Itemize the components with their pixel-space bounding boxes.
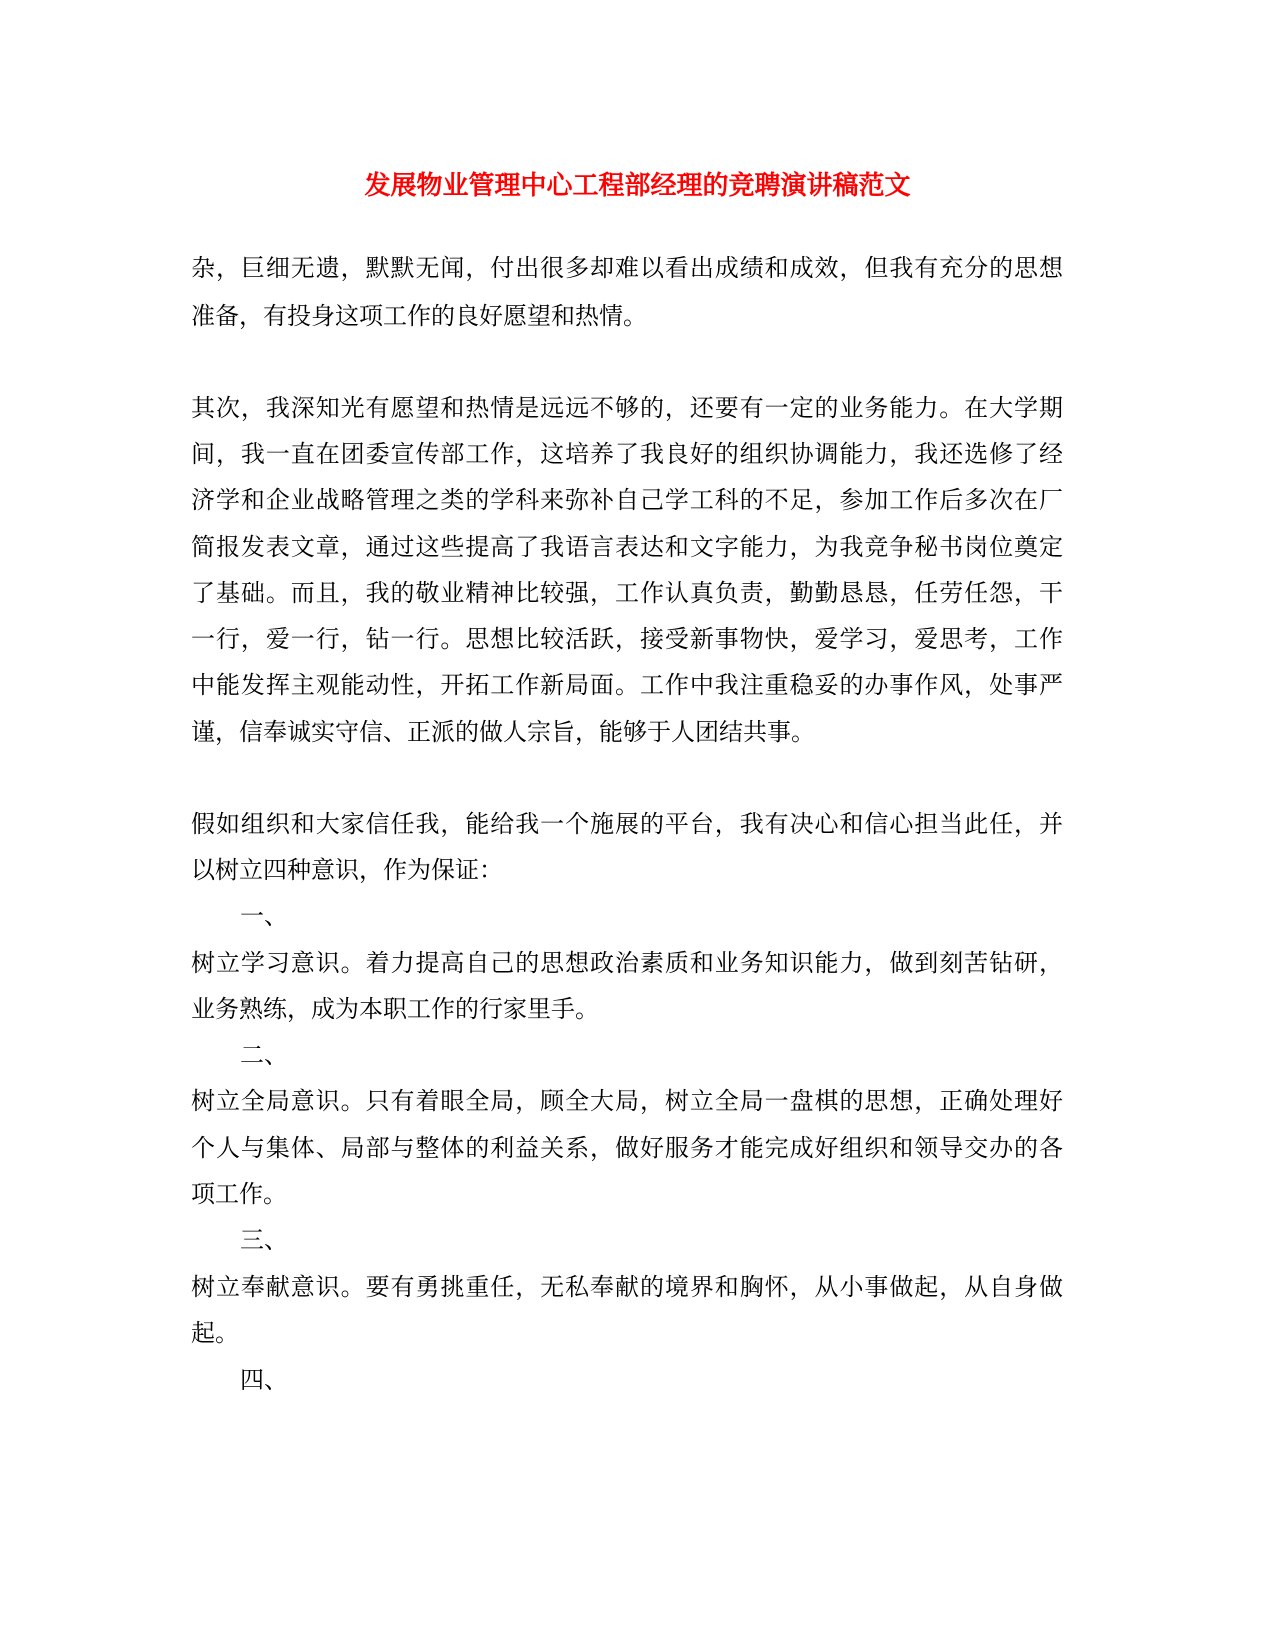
body-line: 准备，有投身这项工作的良好愿望和热情。 — [191, 302, 647, 330]
body-line: 个人与集体、局部与整体的利益关系，做好服务才能完成好组织和领导交办的各 — [191, 1134, 1063, 1162]
list-number: 一、 — [240, 902, 288, 930]
body-line: 项工作。 — [191, 1180, 287, 1208]
body-line: 了基础。而且，我的敬业精神比较强，工作认真负责，勤勤恳恳，任劳任怨，干 — [191, 579, 1063, 607]
body-line: 简报发表文章，通过这些提高了我语言表达和文字能力，为我竞争秘书岗位奠定 — [191, 533, 1063, 561]
body-line: 树立学习意识。着力提高自己的思想政治素质和业务知识能力，做到刻苦钻研， — [191, 949, 1063, 977]
list-number: 二、 — [240, 1041, 288, 1069]
body-line: 树立奉献意识。要有勇挑重任，无私奉献的境界和胸怀，从小事做起，从自身做 — [191, 1273, 1063, 1301]
body-line: 树立全局意识。只有着眼全局，顾全大局，树立全局一盘棋的思想，正确处理好 — [191, 1087, 1063, 1115]
body-line: 间，我一直在团委宣传部工作，这培养了我良好的组织协调能力，我还选修了经 — [191, 440, 1063, 468]
body-line: 以树立四种意识，作为保证： — [191, 856, 503, 884]
list-number: 四、 — [240, 1366, 288, 1394]
body-line: 假如组织和大家信任我，能给我一个施展的平台，我有决心和信心担当此任，并 — [191, 810, 1063, 838]
body-line: 济学和企业战略管理之类的学科来弥补自己学工科的不足，参加工作后多次在厂 — [191, 486, 1063, 514]
body-line: 起。 — [191, 1319, 239, 1347]
body-line: 其次，我深知光有愿望和热情是远远不够的，还要有一定的业务能力。在大学期 — [191, 394, 1063, 422]
body-line: 谨，信奉诚实守信、正派的做人宗旨，能够于人团结共事。 — [191, 718, 815, 746]
body-line: 业务熟练，成为本职工作的行家里手。 — [191, 995, 599, 1023]
body-line: 杂，巨细无遗，默默无闻，付出很多却难以看出成绩和成效，但我有充分的思想 — [191, 254, 1063, 282]
list-number: 三、 — [240, 1226, 288, 1254]
body-line: 中能发挥主观能动性，开拓工作新局面。工作中我注重稳妥的办事作风，处事严 — [191, 671, 1063, 699]
document-title: 发展物业管理中心工程部经理的竞聘演讲稿范文 — [364, 171, 911, 201]
body-line: 一行，爱一行，钻一行。思想比较活跃，接受新事物快，爱学习，爱思考，工作 — [191, 625, 1063, 653]
